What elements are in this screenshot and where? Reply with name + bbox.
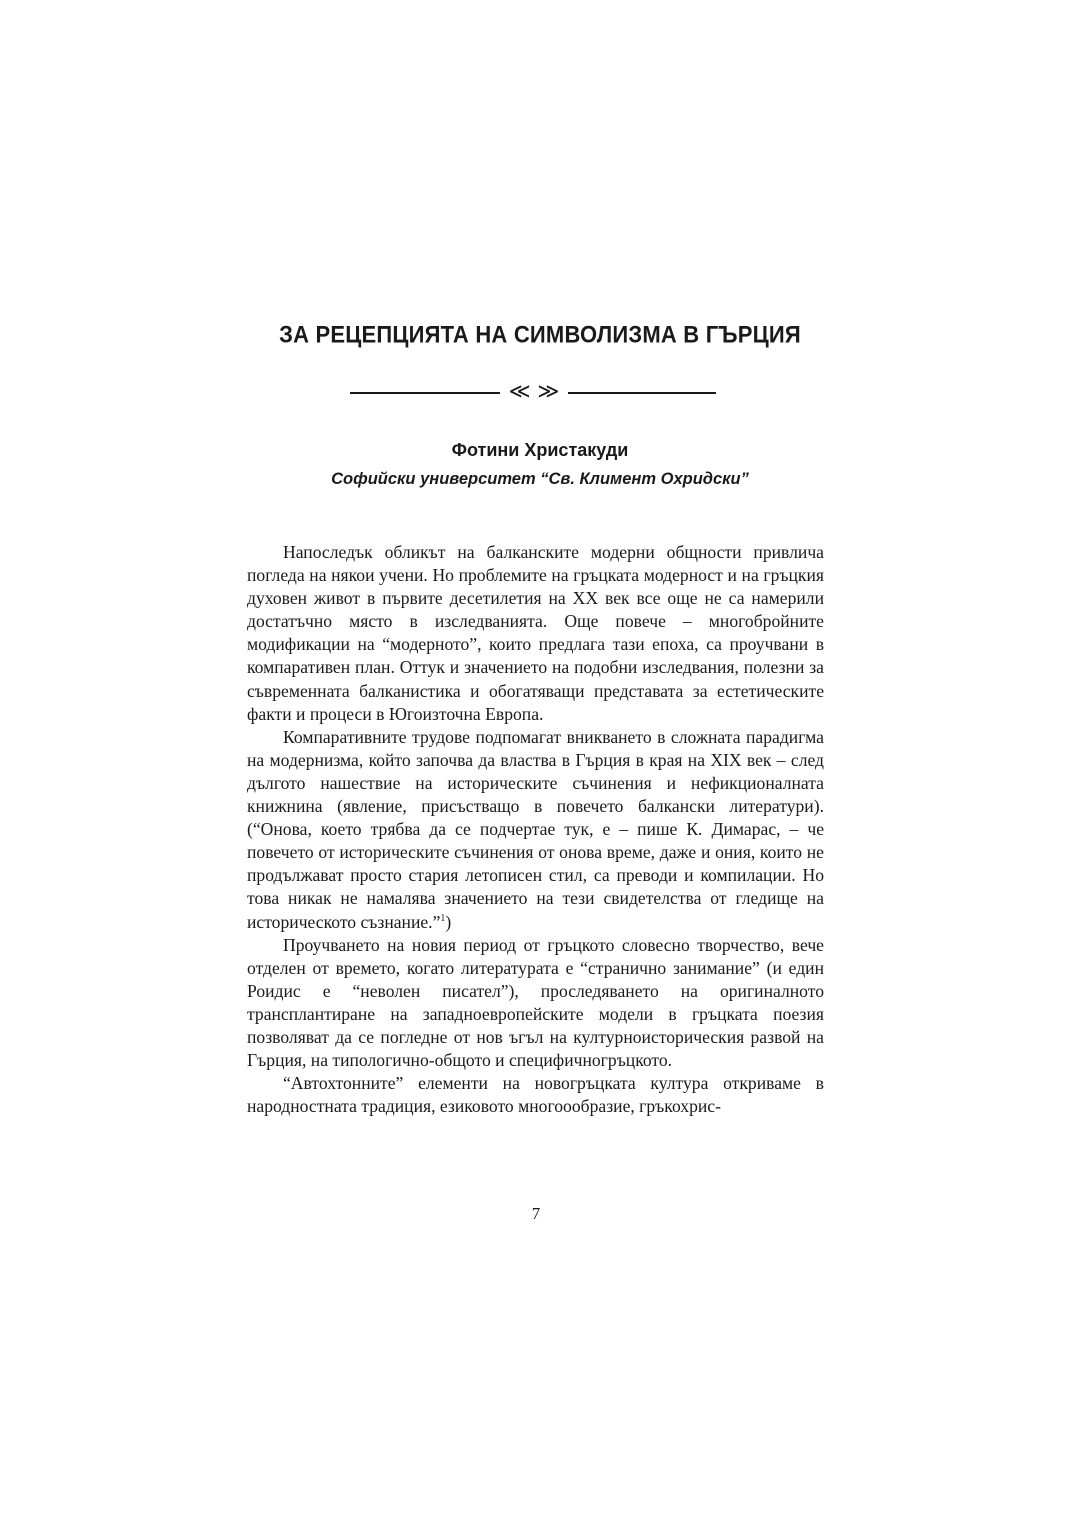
ornament-line-right <box>568 392 716 394</box>
ornament-chevrons-icon: ≪ ≫ <box>508 379 560 403</box>
paragraph-3: Проучването на новия период от гръцкото словесно творчество, вече отделен от времето, когато литературата е “странично занимание” (и един Роидис е “неволен писател”), проследяването на оригиналното трансплантиране на западноевропейските модели в гръцката поезия позволяват да се погледне от нов ъгъл на културноисторическия развой на Гърция, на типологично-общото и специфичногръцкото. <box>247 934 824 1071</box>
paragraph-2-text: Компаративните трудове подпомагат вникването в сложната парадигма на модернизма, който започва да властва в Гърция в края на XIX век – след дългото нашествие на историческите съчинения и нефикционалната книжнина (явление, присъстващо в повечето балкански литератури). (“Онова, което трябва да се подчертае тук, е – пише К. Димарас, – че повечето от историческите съчинения от онова време, даже и ония, които не продължават просто стария летописен стил, са преводи и компилации. Но това никак не намалява значението на тези свидетелства от гледище на историческото съзнание.” <box>247 726 824 932</box>
author-affiliation: Софийски университет “Св. Климент Охридски” <box>331 470 749 488</box>
paragraph-1: Напоследък обликът на балканските модерни общности привлича погледа на някои учени. Но проблемите на гръцката модерност и на гръцкия духовен живот в първите десетилетия на XX век все още не са намерили достатъчно място в изследванията. Още повече – многобройните модификации на “модерното”, които предлага тази епоха, са проучвани в компаративен план. Оттук и значението на подобни изследвания, полезни за съвременната балканистика и обогатяващи представата за естетическите факти и процеси в Югоизточна Европа. <box>247 542 824 724</box>
ornament-line-left <box>350 392 500 394</box>
title-ornament <box>350 380 716 404</box>
footnote-mark[interactable]: 1 <box>440 912 446 924</box>
article-body <box>247 541 824 1118</box>
paragraph-2 <box>247 726 824 934</box>
author-name: Фотини Христакуди <box>451 440 629 460</box>
paragraph-4: “Автохтонните” елементи на новогръцката култура откриваме в народностната традиция, езиковото многоообразие, гръкохрис- <box>247 1073 824 1117</box>
page-number: 7 <box>531 1204 541 1223</box>
paragraph-2-end: ) <box>445 911 452 932</box>
article-title: ЗА РЕЦЕПЦИЯТА НА СИМВОЛИЗМА В ГЪРЦИЯ <box>279 320 801 348</box>
